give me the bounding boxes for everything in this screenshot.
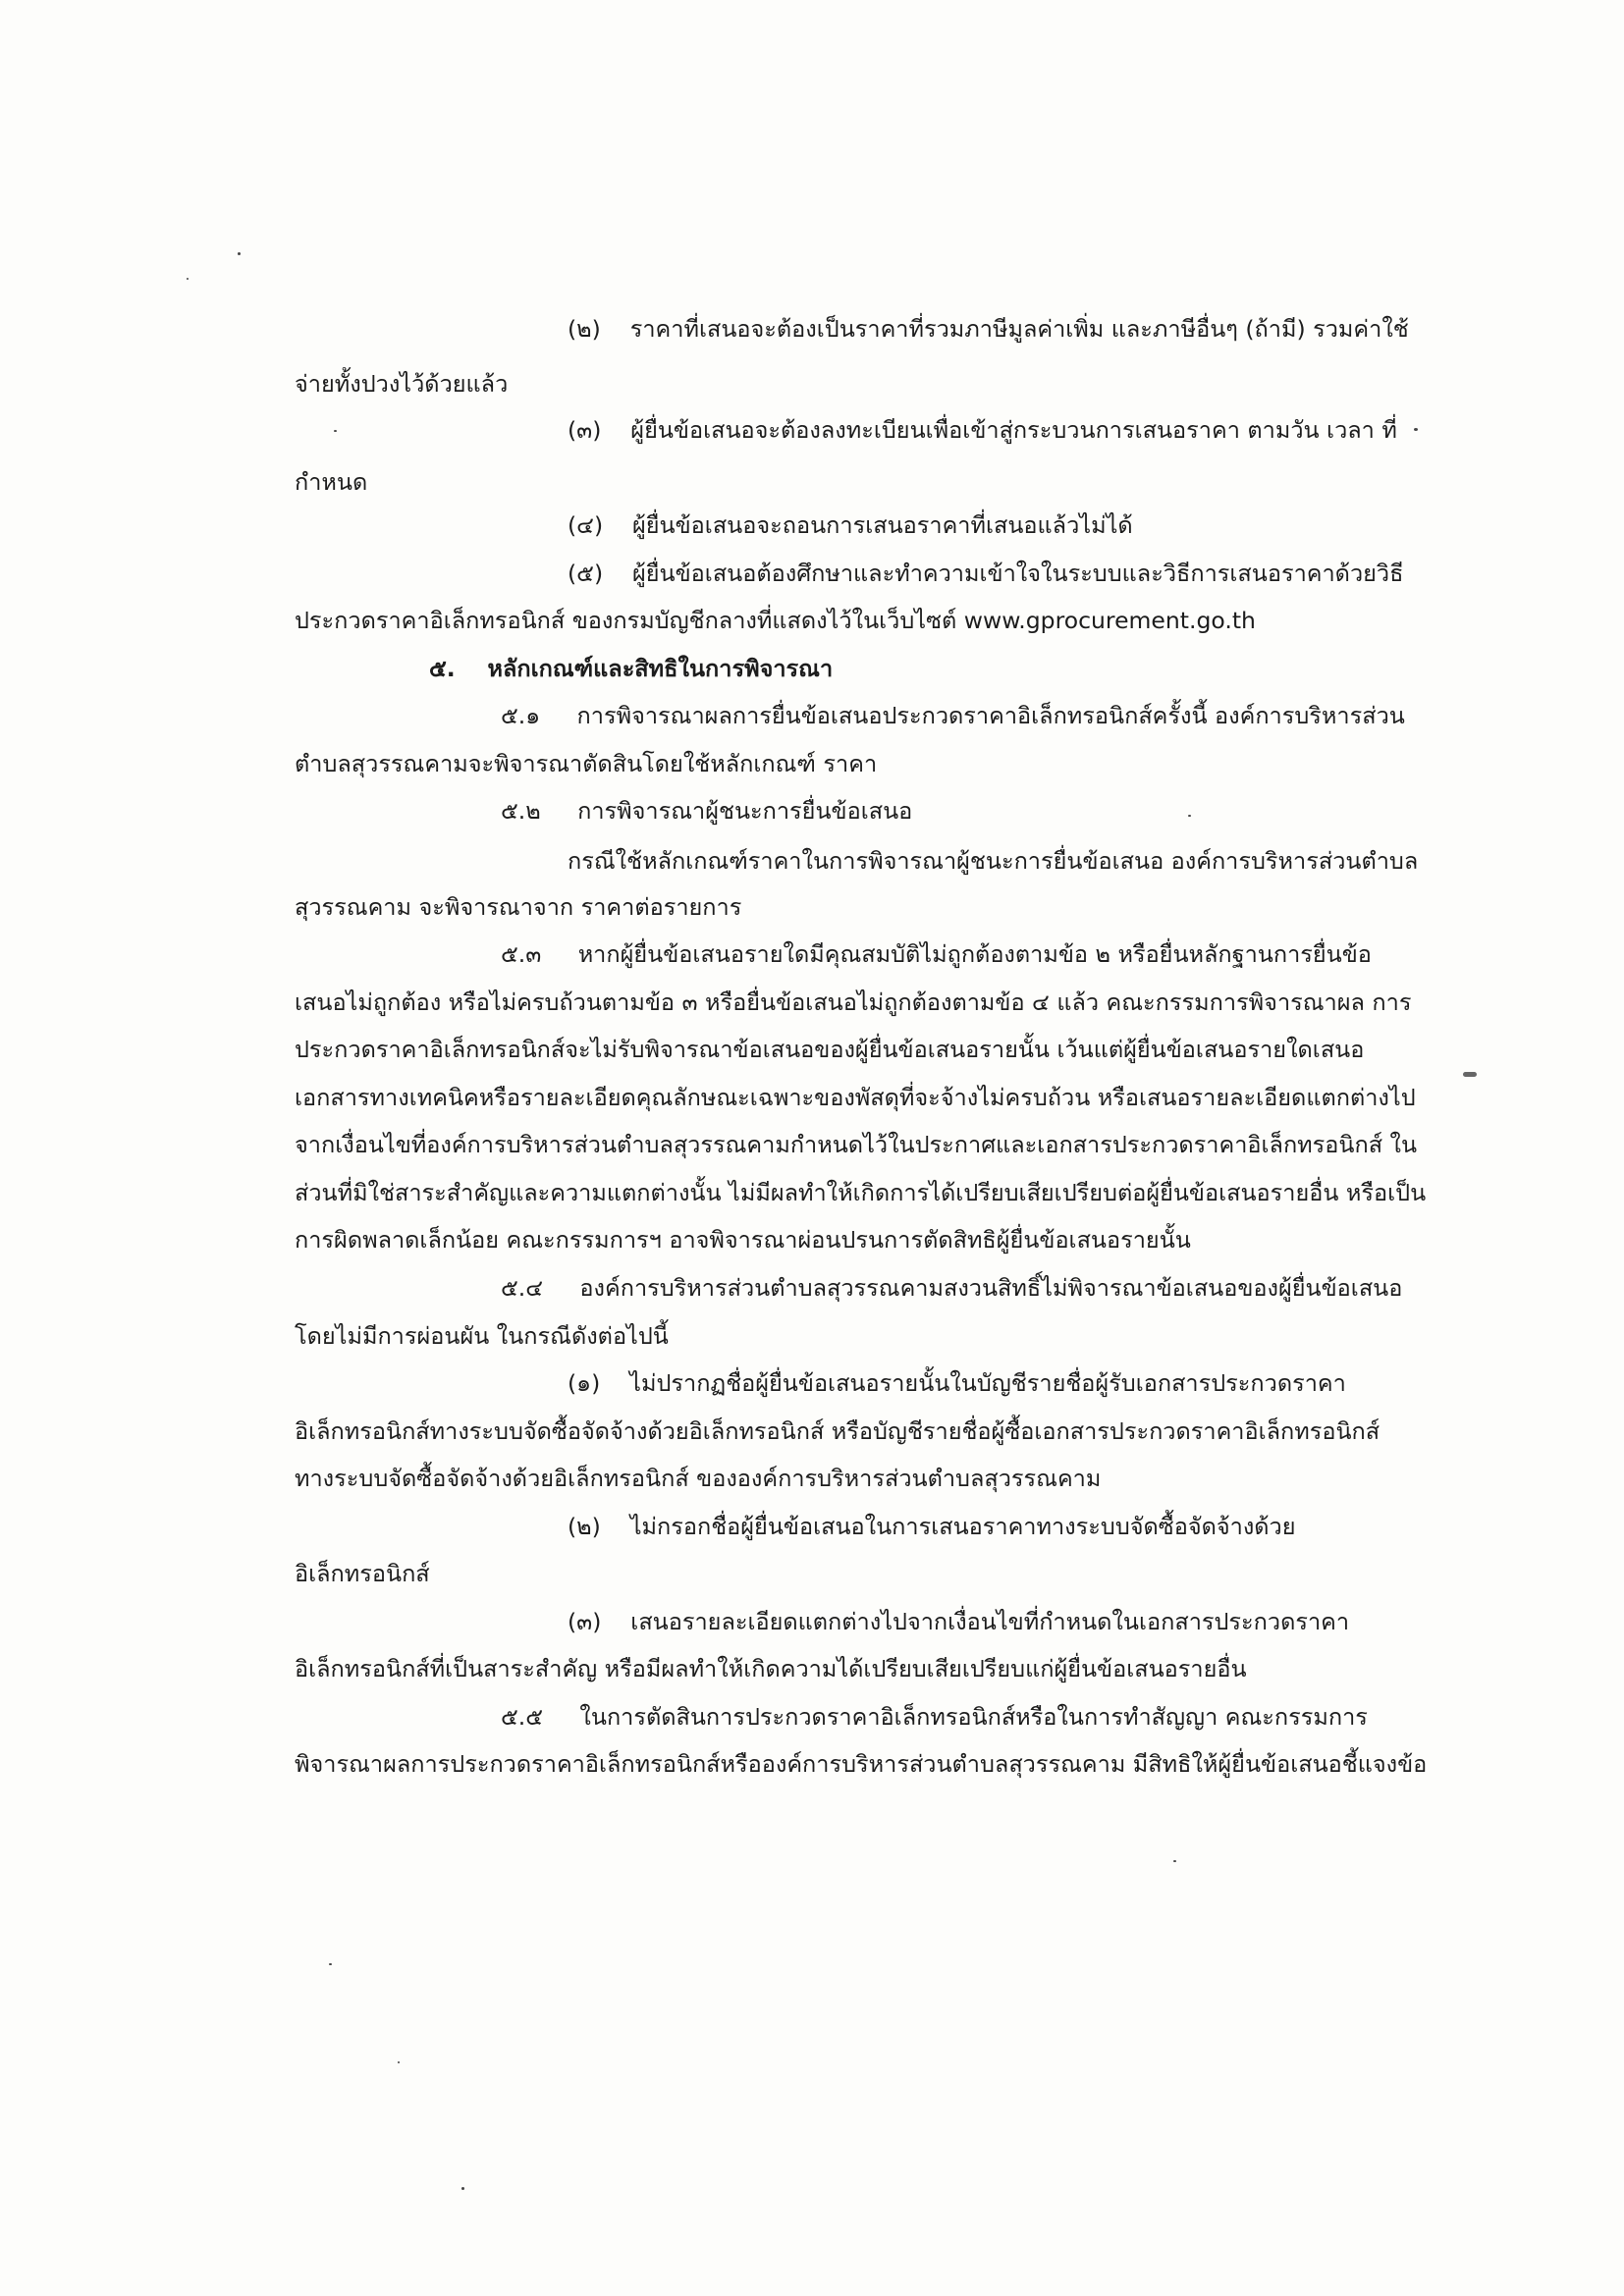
item-number: ๕.๑: [501, 702, 541, 729]
paragraph-text: สุวรรณคาม จะพิจารณาจาก ราคาต่อรายการ: [295, 893, 742, 921]
paragraph-text: เอกสารทางเทคนิคหรือรายละเอียดคุณลักษณะเฉพาะของพัสดุที่จะจ้างไม่ครบถ้วน หรือเสนอรายละเอียดแตกต่างไป: [295, 1084, 1416, 1111]
section-number: ๕.: [429, 655, 456, 682]
clause-text: ไม่ปรากฏชื่อผู้ยื่นข้อเสนอรายนั้นในบัญชีรายชื่อผู้รับเอกสารประกวดราคา: [629, 1369, 1346, 1397]
item-5-4-sub-3-first-line: [568, 1605, 1349, 1638]
scan-speck: [329, 1963, 332, 1965]
paragraph-text: กำหนด: [295, 468, 368, 496]
item-text: ในการตัดสินการประกวดราคาอิเล็กทรอนิกส์หรือในการทำสัญญา คณะกรรมการ: [579, 1703, 1368, 1731]
scan-speck: [461, 2187, 464, 2190]
item-5-4-sub-1-first-line: [568, 1366, 1346, 1400]
item-number: ๕.๓: [501, 940, 542, 968]
clause-text: ผู้ยื่นข้อเสนอจะต้องลงทะเบียนเพื่อเข้าสู่กระบวนการเสนอราคา ตามวัน เวลา ที่: [630, 416, 1397, 444]
clause-number: (๒): [568, 315, 601, 343]
clause-2-continued: [295, 367, 508, 400]
clause-4-line: [568, 508, 1133, 542]
item-5-2-paragraph-continued: [295, 890, 741, 924]
scan-speck: [398, 2061, 400, 2063]
item-text: หากผู้ยื่นข้อเสนอรายใดมีคุณสมบัติไม่ถูกต้องตามข้อ ๒ หรือยื่นหลักฐานการยื่นข้อ: [577, 940, 1372, 968]
clause-text: ไม่กรอกชื่อผู้ยื่นข้อเสนอในการเสนอราคาทางระบบจัดซื้อจัดจ้างด้วย: [629, 1513, 1296, 1540]
scan-speck: [1188, 815, 1191, 817]
item-text: องค์การบริหารส่วนตำบลสุวรรณคามสงวนสิทธิ์ไม่พิจารณาข้อเสนอของผู้ยื่นข้อเสนอ: [579, 1274, 1403, 1302]
item-5-4-sub-2-first-line: [568, 1510, 1296, 1543]
paragraph-text: โดยไม่มีการผ่อนผัน ในกรณีดังต่อไปนี้: [295, 1322, 669, 1350]
paragraph-text: จากเงื่อนไขที่องค์การบริหารส่วนตำบลสุวรรณคามกำหนดไว้ในประกาศและเอกสารประกวดราคาอิเล็กทรอนิกส์ ใน: [295, 1131, 1418, 1158]
item-number: ๕.๕: [501, 1703, 544, 1731]
item-5-4-continued: [295, 1319, 669, 1353]
clause-number: (๓): [568, 1608, 602, 1635]
clause-number: (๒): [568, 1513, 601, 1540]
item-5-5-continued: [295, 1747, 1427, 1781]
clause-text: ราคาที่เสนอจะต้องเป็นราคาที่รวมภาษีมูลค่าเพิ่ม และภาษีอื่นๆ (ถ้ามี) รวมค่าใช้: [629, 315, 1409, 343]
clause-5-continued: [295, 604, 1256, 637]
clause-number: (๑): [568, 1369, 601, 1397]
paragraph-text: จ่ายทั้งปวงไว้ด้วยแล้ว: [295, 370, 509, 398]
scan-speck: [1414, 428, 1418, 431]
paragraph-text: อิเล็กทรอนิกส์ที่เป็นสาระสำคัญ หรือมีผลทำให้เกิดความได้เปรียบเสียเปรียบแก่ผู้ยื่นข้อเสนอรายอื่น: [295, 1655, 1247, 1682]
paragraph-text: พิจารณาผลการประกวดราคาอิเล็กทรอนิกส์หรือองค์การบริหารส่วนตำบลสุวรรณคาม มีสิทธิให้ผู้ยื่นข้อเสนอชี้แจงข้อ: [295, 1750, 1428, 1778]
item-5-4-sub-1-line-2: [295, 1415, 1380, 1448]
paragraph-text: การผิดพลาดเล็กน้อย คณะกรรมการฯ อาจพิจารณาผ่อนปรนการตัดสิทธิผู้ยื่นข้อเสนอรายนั้น: [295, 1226, 1191, 1254]
section-title: หลักเกณฑ์และสิทธิในการพิจารณา: [487, 655, 834, 682]
item-5-1-first-line: [501, 699, 1405, 732]
clause-text: เสนอรายละเอียดแตกต่างไปจากเงื่อนไขที่กำหนดในเอกสารประกวดราคา: [630, 1608, 1350, 1635]
item-5-4-sub-3-continued: [295, 1652, 1247, 1685]
paragraph-text: ทางระบบจัดซื้อจัดจ้างด้วยอิเล็กทรอนิกส์ ขององค์การบริหารส่วนตำบลสุวรรณคาม: [295, 1465, 1102, 1492]
item-5-3-first-line: [501, 937, 1372, 971]
item-number: ๕.๒: [501, 797, 541, 825]
paragraph-text: อิเล็กทรอนิกส์: [295, 1560, 430, 1587]
item-5-3-line-7: [295, 1223, 1191, 1256]
paragraph-text: ประกวดราคาอิเล็กทรอนิกส์ ของกรมบัญชีกลางที่แสดงไว้ในเว็บไซต์ www.gprocurement.go.th: [295, 607, 1256, 634]
clause-3-continued: [295, 465, 367, 499]
clause-5-first-line: [568, 557, 1403, 590]
item-5-3-line-3: [295, 1033, 1364, 1066]
scan-speck: [238, 252, 241, 255]
paragraph-text: อิเล็กทรอนิกส์ทางระบบจัดซื้อจัดจ้างด้วยอิเล็กทรอนิกส์ หรือบัญชีรายชื่อผู้ซื้อเอกสารประกวดราคาอิเล็กทรอนิกส์: [295, 1417, 1380, 1445]
scan-speck: [1173, 1860, 1176, 1862]
item-5-4-sub-2-continued: [295, 1557, 430, 1590]
paragraph-text: กรณีใช้หลักเกณฑ์ราคาในการพิจารณาผู้ชนะการยื่นข้อเสนอ องค์การบริหารส่วนตำบล: [568, 847, 1419, 875]
item-5-2-line: [501, 794, 912, 828]
item-5-3-line-2: [295, 986, 1411, 1019]
item-5-1-continued: [295, 747, 877, 780]
item-5-3-line-6: [295, 1176, 1426, 1209]
item-5-5-first-line: [501, 1700, 1368, 1734]
clause-text: ผู้ยื่นข้อเสนอต้องศึกษาและทำความเข้าใจในระบบและวิธีการเสนอราคาด้วยวิธี: [632, 560, 1404, 587]
scan-speck: [187, 278, 189, 280]
clause-2-first-line: [568, 312, 1409, 346]
section-5-heading: [429, 652, 833, 685]
item-5-3-line-4: [295, 1081, 1416, 1114]
clause-3-first-line: [568, 413, 1397, 447]
scan-speck: [1463, 1072, 1477, 1077]
scan-speck: [334, 430, 337, 432]
clause-number: (๕): [568, 560, 604, 587]
clause-number: (๓): [568, 416, 602, 444]
item-5-3-line-5: [295, 1128, 1417, 1161]
paragraph-text: เสนอไม่ถูกต้อง หรือไม่ครบถ้วนตามข้อ ๓ หรือยื่นข้อเสนอไม่ถูกต้องตามข้อ ๔ แล้ว คณะกรรมการพิจารณาผล การ: [295, 988, 1412, 1016]
paragraph-text: ส่วนที่มิใช่สาระสำคัญและความแตกต่างนั้น ไม่มีผลทำให้เกิดการได้เปรียบเสียเปรียบต่อผู้ยื่นข้อเสนอรายอื่น หรือเป็น: [295, 1179, 1427, 1206]
paragraph-text: ประกวดราคาอิเล็กทรอนิกส์จะไม่รับพิจารณาข้อเสนอของผู้ยื่นข้อเสนอรายนั้น เว้นแต่ผู้ยื่นข้อเสนอรายใดเสนอ: [295, 1036, 1365, 1063]
clause-text: ผู้ยื่นข้อเสนอจะถอนการเสนอราคาที่เสนอแล้วไม่ได้: [632, 511, 1133, 539]
item-5-4-sub-1-line-3: [295, 1462, 1101, 1495]
item-text: การพิจารณาผลการยื่นข้อเสนอประกวดราคาอิเล็กทรอนิกส์ครั้งนี้ องค์การบริหารส่วน: [576, 702, 1405, 729]
clause-number: (๔): [568, 511, 604, 539]
item-5-2-paragraph-first: [568, 844, 1418, 878]
paragraph-text: ตำบลสุวรรณคามจะพิจารณาตัดสินโดยใช้หลักเกณฑ์ ราคา: [295, 750, 878, 777]
item-text: การพิจารณาผู้ชนะการยื่นข้อเสนอ: [577, 797, 913, 825]
item-number: ๕.๔: [501, 1274, 544, 1302]
item-5-4-first-line: [501, 1271, 1402, 1305]
